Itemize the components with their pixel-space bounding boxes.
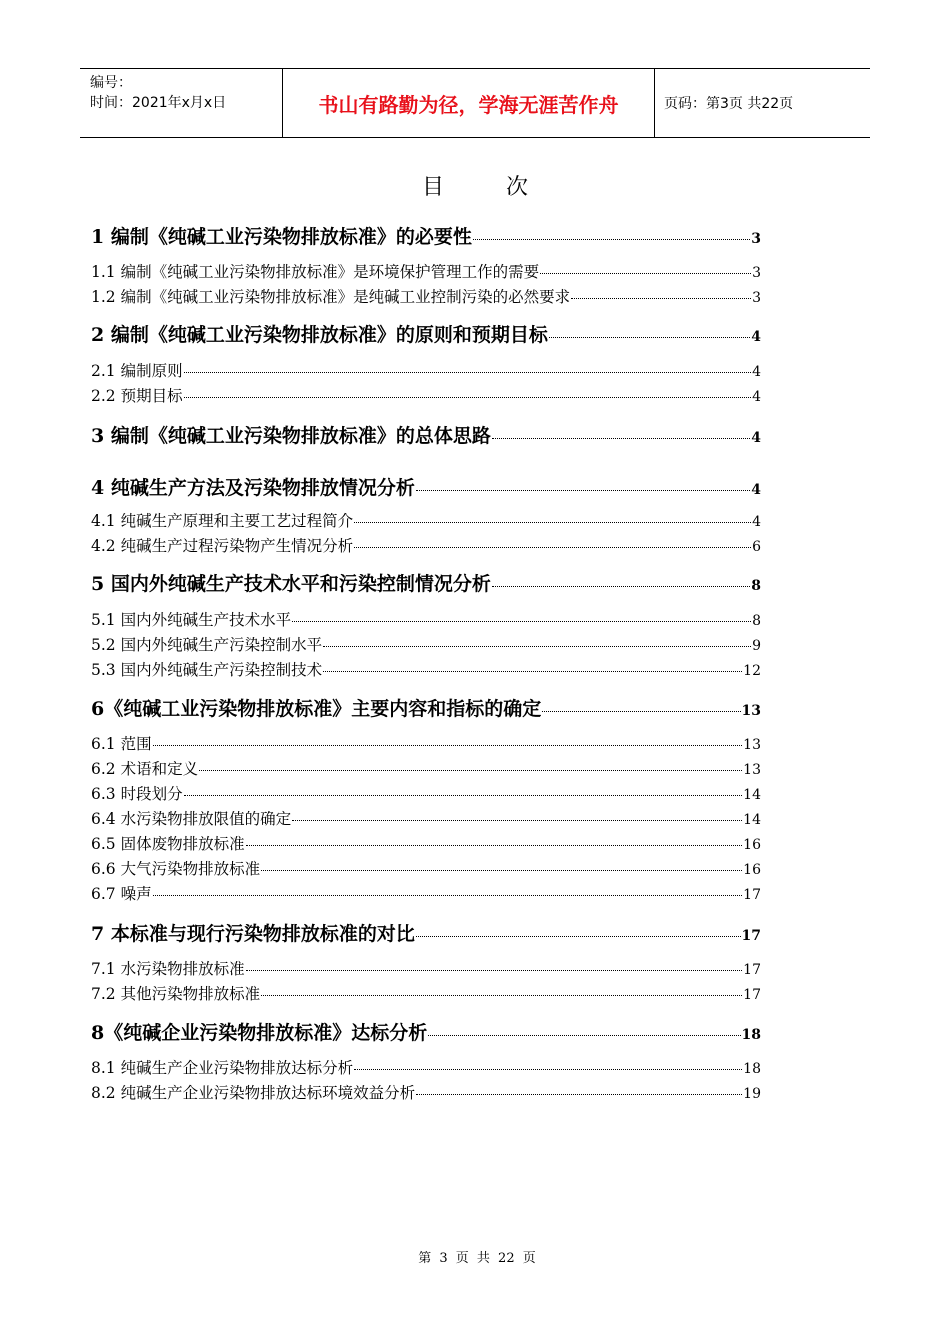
- toc-entry-page: 16: [743, 862, 761, 878]
- toc-section-entry[interactable]: [91, 260, 761, 282]
- toc-chapter-entry[interactable]: [91, 222, 761, 249]
- toc-section-entry[interactable]: [91, 857, 761, 879]
- toc-leader-dots: [542, 711, 740, 712]
- toc-entry-title: 1.2 编制《纯碱工业污染物排放标准》是纯碱工业控制污染的必然要求: [91, 288, 571, 306]
- toc-section-entry[interactable]: [91, 807, 761, 829]
- toc-chapter-entry[interactable]: [91, 421, 761, 448]
- toc-section-entry[interactable]: [91, 832, 761, 854]
- toc-entry-title: 6《纯碱工业污染物排放标准》主要内容和指标的确定: [91, 698, 542, 720]
- toc-chapter-entry[interactable]: [91, 569, 761, 596]
- toc-entry-title: 4.1 纯碱生产原理和主要工艺过程简介: [91, 512, 354, 530]
- toc-entry-title: 4 纯碱生产方法及污染物排放情况分析: [91, 477, 415, 499]
- toc-entry-title: 2 编制《纯碱工业污染物排放标准》的原则和预期目标: [91, 324, 548, 346]
- toc-entry-page: 4: [751, 430, 761, 446]
- toc-entry-page: 17: [743, 887, 761, 903]
- toc-chapter-entry[interactable]: [91, 473, 761, 500]
- toc-leader-dots: [184, 795, 743, 796]
- toc-entry-title: 2.1 编制原则: [91, 362, 183, 380]
- toc-leader-dots: [246, 970, 743, 971]
- toc-leader-dots: [354, 547, 751, 548]
- toc-entry-page: 4: [752, 389, 761, 405]
- toc-entry-title: 6.1 范围: [91, 735, 152, 753]
- toc-leader-dots: [199, 770, 742, 771]
- toc-leader-dots: [416, 490, 750, 491]
- toc-leader-dots: [492, 438, 750, 439]
- toc-entry-title: 1.1 编制《纯碱工业污染物排放标准》是环境保护管理工作的需要: [91, 263, 540, 281]
- toc-leader-dots: [323, 671, 742, 672]
- toc-leader-dots: [492, 586, 750, 587]
- toc-leader-dots: [416, 936, 741, 937]
- header-motto: 书山有路勤为径，学海无涯苦作舟: [318, 92, 619, 117]
- page-header: [80, 68, 870, 138]
- toc-entry-title: 5.3 国内外纯碱生产污染控制技术: [91, 661, 323, 679]
- toc-entry-title: 6.4 水污染物排放限值的确定: [91, 810, 292, 828]
- toc-entry-page: 19: [743, 1086, 761, 1102]
- toc-entry-page: 8: [751, 578, 761, 594]
- toc-entry-page: 18: [741, 1027, 761, 1043]
- toc-chapter-entry[interactable]: [91, 1018, 761, 1045]
- toc-section-entry[interactable]: [91, 384, 761, 406]
- toc-entry-page: 13: [743, 737, 761, 753]
- toc-entry-page: 3: [752, 265, 761, 281]
- toc-title: 目次: [421, 175, 590, 200]
- toc-leader-dots: [428, 1035, 740, 1036]
- toc-section-entry[interactable]: [91, 882, 761, 904]
- toc-leader-dots: [540, 273, 751, 274]
- toc-entry-title: 7 本标准与现行污染物排放标准的对比: [91, 923, 415, 945]
- toc-chapter-entry[interactable]: [91, 694, 761, 721]
- toc-entry-title: 6.2 术语和定义: [91, 760, 199, 778]
- toc-leader-dots: [473, 239, 750, 240]
- toc-section-entry[interactable]: [91, 633, 761, 655]
- toc-entry-page: 17: [741, 928, 761, 944]
- toc-entry-title: 1 编制《纯碱工业污染物排放标准》的必要性: [91, 226, 472, 248]
- toc-entry-page: 14: [743, 787, 761, 803]
- toc-section-entry[interactable]: [91, 608, 761, 630]
- toc-chapter-entry[interactable]: [91, 919, 761, 946]
- toc-entry-page: 17: [743, 987, 761, 1003]
- toc-entry-title: 7.2 其他污染物排放标准: [91, 985, 261, 1003]
- toc-section-entry[interactable]: [91, 782, 761, 804]
- toc-entry-title: 5.1 国内外纯碱生产技术水平: [91, 611, 292, 629]
- toc-entry-page: 8: [752, 613, 761, 629]
- toc-section-entry[interactable]: [91, 732, 761, 754]
- toc-section-entry[interactable]: [91, 658, 761, 680]
- toc-leader-dots: [323, 646, 751, 647]
- toc-section-entry[interactable]: [91, 285, 761, 307]
- toc-entry-title: 2.2 预期目标: [91, 387, 183, 405]
- toc-entry-page: 4: [751, 482, 761, 498]
- toc-section-entry[interactable]: [91, 359, 761, 381]
- toc-entry-title: 6.5 固体废物排放标准: [91, 835, 245, 853]
- toc-entry-page: 9: [752, 638, 761, 654]
- toc-leader-dots: [416, 1094, 742, 1095]
- toc-leader-dots: [261, 995, 742, 996]
- toc-entry-page: 6: [752, 539, 761, 555]
- toc-leader-dots: [184, 397, 752, 398]
- toc-entry-page: 12: [743, 663, 761, 679]
- header-divider: [654, 69, 655, 137]
- toc-entry-page: 3: [752, 290, 761, 306]
- toc-section-entry[interactable]: [91, 957, 761, 979]
- toc-entry-page: 4: [752, 514, 761, 530]
- toc-entry-page: 18: [743, 1061, 761, 1077]
- toc-entry-title: 8.2 纯碱生产企业污染物排放达标环境效益分析: [91, 1084, 416, 1102]
- toc-section-entry[interactable]: [91, 509, 761, 531]
- toc-leader-dots: [292, 621, 751, 622]
- toc-section-entry[interactable]: [91, 1081, 761, 1103]
- toc-entry-page: 16: [743, 837, 761, 853]
- toc-leader-dots: [261, 870, 742, 871]
- toc-entry-page: 13: [741, 703, 761, 719]
- toc-entry-title: 5.2 国内外纯碱生产污染控制水平: [91, 636, 323, 654]
- toc-entry-title: 8.1 纯碱生产企业污染物排放达标分析: [91, 1059, 354, 1077]
- toc-entry-page: 4: [751, 329, 761, 345]
- toc-entry-title: 4.2 纯碱生产过程污染物产生情况分析: [91, 537, 354, 555]
- toc-section-entry[interactable]: [91, 534, 761, 556]
- toc-entry-title: 6.3 时段划分: [91, 785, 183, 803]
- toc-leader-dots: [246, 845, 743, 846]
- toc-leader-dots: [292, 820, 742, 821]
- toc-entry-page: 3: [751, 231, 761, 247]
- header-page-code: 页码：第3页 共22页: [664, 96, 794, 112]
- toc-entry-page: 17: [743, 962, 761, 978]
- page-footer: 第 3 页 共 22 页: [418, 1251, 536, 1266]
- toc-leader-dots: [153, 745, 743, 746]
- toc-entry-title: 5 国内外纯碱生产技术水平和污染控制情况分析: [91, 573, 491, 595]
- toc-leader-dots: [153, 895, 743, 896]
- toc-section-entry[interactable]: [91, 1056, 761, 1078]
- toc-entry-page: 4: [752, 364, 761, 380]
- toc-leader-dots: [184, 372, 752, 373]
- toc-leader-dots: [571, 298, 751, 299]
- serial-label: 编号：: [90, 75, 132, 91]
- toc-entry-title: 3 编制《纯碱工业污染物排放标准》的总体思路: [91, 425, 491, 447]
- toc-leader-dots: [354, 522, 751, 523]
- toc-chapter-entry[interactable]: [91, 320, 761, 347]
- toc-entry-title: 8《纯碱企业污染物排放标准》达标分析: [91, 1022, 428, 1044]
- toc-entry-page: 13: [743, 762, 761, 778]
- toc-section-entry[interactable]: [91, 757, 761, 779]
- header-left-cell: [90, 73, 226, 113]
- toc-leader-dots: [354, 1069, 742, 1070]
- time-label: 时间：2021年x月x日: [90, 95, 227, 111]
- toc-leader-dots: [549, 337, 750, 338]
- toc-section-entry[interactable]: [91, 982, 761, 1004]
- toc-entry-title: 6.6 大气污染物排放标准: [91, 860, 261, 878]
- toc-entry-title: 7.1 水污染物排放标准: [91, 960, 245, 978]
- toc-entry-page: 14: [743, 812, 761, 828]
- toc-entry-title: 6.7 噪声: [91, 885, 152, 903]
